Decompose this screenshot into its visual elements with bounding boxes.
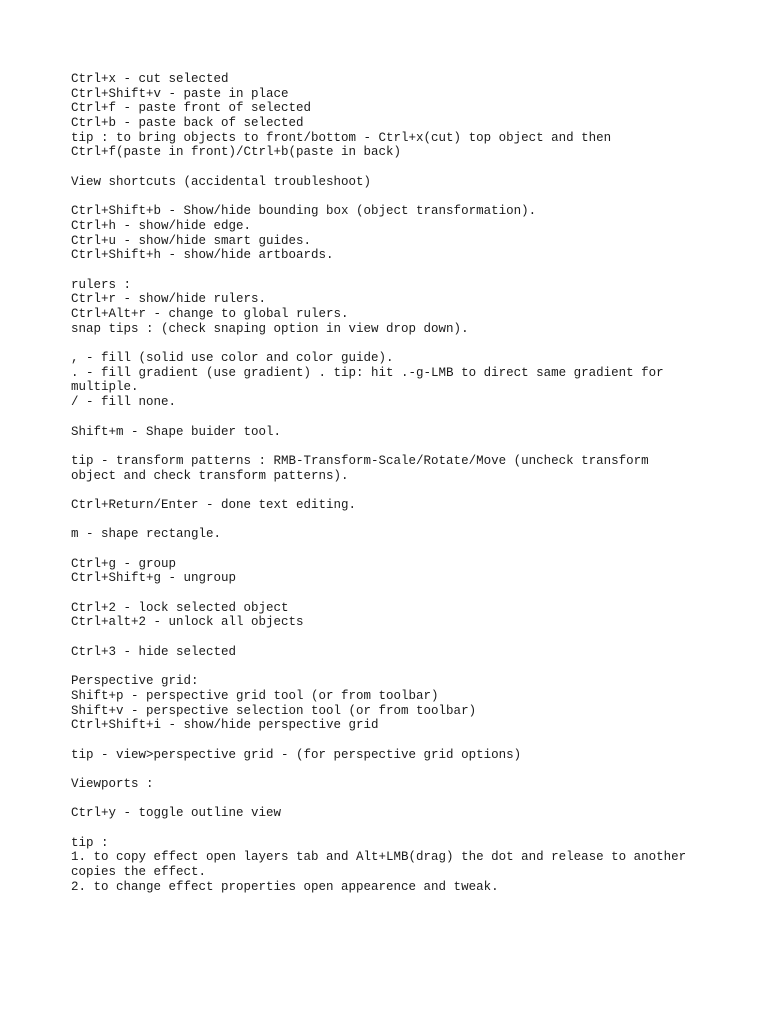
text-line: Ctrl+f(paste in front)/Ctrl+b(paste in back) xyxy=(71,145,402,160)
text-line: Shift+p - perspective grid tool (or from toolbar) xyxy=(71,688,439,703)
text-line: Ctrl+alt+2 - unlock all objects xyxy=(71,615,304,630)
text-line: Ctrl+3 - hide selected xyxy=(71,644,237,659)
text-line: tip - transform patterns : RMB-Transform-Scale/Rotate/Move (uncheck transform xyxy=(71,453,649,468)
text-line: Shift+m - Shape buider tool. xyxy=(71,424,282,439)
blank-line xyxy=(71,483,731,498)
text-line: Perspective grid: xyxy=(71,674,199,689)
text-line: tip : to bring objects to front/bottom - Ctrl+x(cut) top object and then xyxy=(71,130,612,145)
text-line: copies the effect. xyxy=(71,865,207,880)
text-line: tip : xyxy=(71,835,109,850)
text-line: m - shape rectangle. xyxy=(71,527,222,542)
text-line: rulers : xyxy=(71,277,132,292)
text-line: Ctrl+f - paste front of selected xyxy=(71,101,312,116)
text-line: Ctrl+y - toggle outline view xyxy=(71,806,282,821)
blank-line xyxy=(71,792,731,807)
text-line: 2. to change effect properties open appearence and tweak. xyxy=(71,879,499,894)
text-line: Shift+v - perspective selection tool (or from toolbar) xyxy=(71,703,477,718)
text-line: Ctrl+x - cut selected xyxy=(71,72,229,86)
text-line: Ctrl+2 - lock selected object xyxy=(71,600,289,615)
blank-line xyxy=(71,660,731,675)
text-line: View shortcuts (accidental troubleshoot) xyxy=(71,174,372,189)
blank-line xyxy=(71,821,731,836)
text-line: Viewports : xyxy=(71,777,154,791)
text-line: Ctrl+Alt+r - change to global rulers. xyxy=(71,307,349,321)
blank-line xyxy=(71,586,731,601)
text-line: object and check transform patterns). xyxy=(71,468,349,483)
text-line: Ctrl+Shift+v - paste in place xyxy=(71,86,289,101)
blank-line xyxy=(71,160,731,175)
text-line: Ctrl+Shift+b - Show/hide bounding box (object transformation). xyxy=(71,204,537,219)
document-body xyxy=(71,72,731,895)
text-line: Ctrl+h - show/hide edge. xyxy=(71,218,252,233)
text-line: tip - view>perspective grid - (for perspective grid options) xyxy=(71,747,522,762)
text-line: Ctrl+Return/Enter - done text editing. xyxy=(71,497,357,512)
blank-line xyxy=(71,762,731,777)
blank-line xyxy=(71,733,731,748)
blank-line xyxy=(71,439,731,454)
text-line: , - fill (solid use color and color guide). xyxy=(71,351,394,366)
text-line: / - fill none. xyxy=(71,395,177,410)
text-line: snap tips : (check snaping option in view drop down). xyxy=(71,321,469,336)
text-line: Ctrl+r - show/hide rulers. xyxy=(71,292,267,307)
text-line: Ctrl+g - group xyxy=(71,556,177,571)
blank-line xyxy=(71,630,731,645)
text-line: 1. to copy effect open layers tab and Alt+LMB(drag) the dot and release to another xyxy=(71,850,687,865)
blank-line xyxy=(71,336,731,351)
text-line: Ctrl+Shift+h - show/hide artboards. xyxy=(71,248,334,263)
text-line: Ctrl+u - show/hide smart guides. xyxy=(71,233,312,248)
text-line: Ctrl+Shift+g - ungroup xyxy=(71,571,237,586)
text-line: Ctrl+b - paste back of selected xyxy=(71,116,304,131)
blank-line xyxy=(71,263,731,278)
blank-line xyxy=(71,410,731,425)
blank-line xyxy=(71,513,731,528)
text-line: Ctrl+Shift+i - show/hide perspective grid xyxy=(71,718,379,733)
text-line: . - fill gradient (use gradient) . tip: hit .-g-LMB to direct same gradient for xyxy=(71,365,664,380)
blank-line xyxy=(71,542,731,557)
text-line: multiple. xyxy=(71,380,139,395)
blank-line xyxy=(71,190,731,205)
